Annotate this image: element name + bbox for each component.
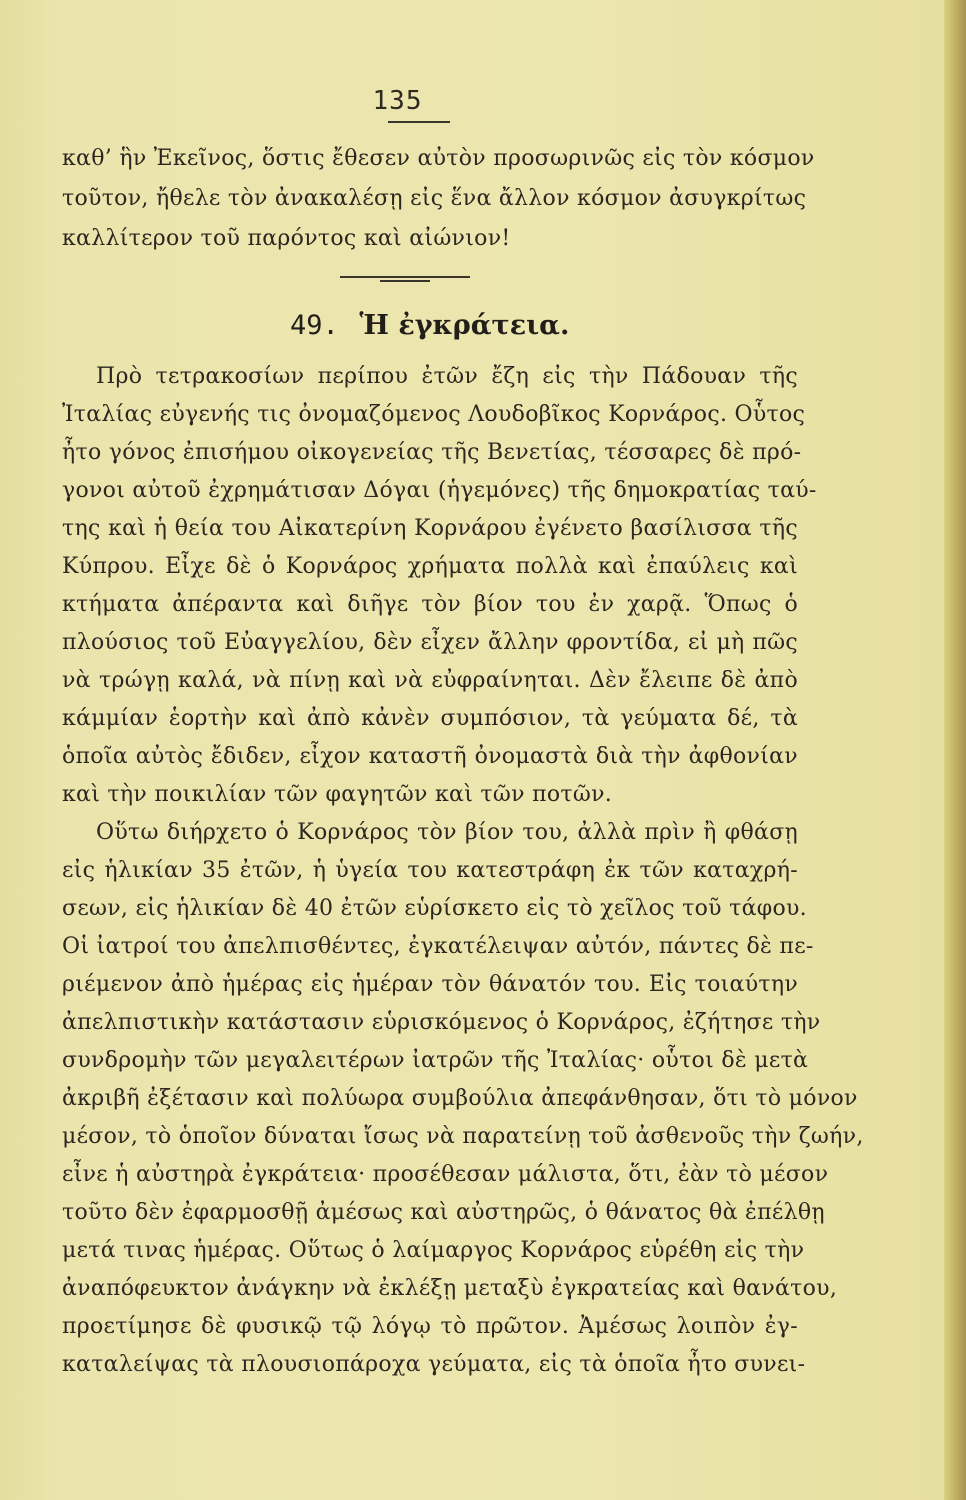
- body-line: ἀπελπιστικὴν κατάστασιν εὑρισκόμενος ὁ Κορνάρος, ἐζήτησε τὴν: [62, 1010, 821, 1035]
- body-line: καταλείψας τὰ πλουσιοπάροχα γεύματα, εἰς τὰ ὁποῖα ἦτο συνει-: [62, 1352, 806, 1377]
- body-line: ἀναπόφευκτον ἀνάγκην νὰ ἐκλέξῃ μεταξὺ ἐγκρατείας καὶ θανάτου,: [62, 1276, 838, 1301]
- body-line: Οὕτω διήρχετο ὁ Κορνάρος τὸν βίον του, ἀλλὰ πρὶν ἢ φθάσῃ: [96, 820, 798, 845]
- section-separator: [340, 276, 470, 282]
- section-heading: [290, 310, 590, 341]
- body-line: πλούσιος τοῦ Εὐαγγελίου, δὲν εἶχεν ἄλλην φροντίδα, εἰ μὴ πῶς: [62, 630, 798, 655]
- section-number: 49.: [290, 310, 339, 341]
- intro-line: καθ’ ἣν Ἐκεῖνος, ὅστις ἔθεσεν αὐτὸν προσωρινῶς εἰς τὸν κόσμον: [62, 146, 815, 171]
- body-line: καὶ τὴν ποικιλίαν τῶν φαγητῶν καὶ τῶν ποτῶν.: [62, 782, 613, 807]
- page-number-underline: [388, 121, 450, 123]
- intro-line: τοῦτον, ἤθελε τὸν ἀνακαλέσῃ εἰς ἕνα ἄλλον κόσμον ἀσυγκρίτως: [62, 186, 807, 211]
- body-line: συνδρομὴν τῶν μεγαλειτέρων ἰατρῶν τῆς Ἰταλίας· οὗτοι δὲ μετὰ: [62, 1048, 809, 1073]
- body-line: εἶνε ἡ αὐστηρὰ ἐγκράτεια· προσέθεσαν μάλιστα, ὅτι, ἐὰν τὸ μέσον: [62, 1162, 829, 1187]
- body-line: μετά τινας ἡμέρας. Οὕτως ὁ λαίμαργος Κορνάρος εὑρέθη εἰς τὴν: [62, 1238, 805, 1263]
- body-line: κάμμίαν ἑορτὴν καὶ ἀπὸ κἀνὲν συμπόσιον, τὰ γεύματα δέ, τὰ: [62, 706, 798, 731]
- section-title: Ἡ ἐγκράτεια.: [359, 310, 570, 341]
- body-line: ριέμενον ἀπὸ ἡμέρας εἰς ἡμέραν τὸν θάνατόν του. Εἰς τοιαύτην: [62, 972, 798, 997]
- body-line: εἰς ἡλικίαν 35 ἐτῶν, ἡ ὑγεία του κατεστράφη ἐκ τῶν καταχρή-: [62, 858, 798, 883]
- body-line: τοῦτο δὲν ἐφαρμοσθῇ ἀμέσως καὶ αὐστηρῶς, ὁ θάνατος θὰ ἐπέλθῃ: [62, 1200, 825, 1225]
- body-line: Οἱ ἰατροί του ἀπελπισθέντες, ἐγκατέλειψαν αὐτόν, πάντες δὲ πε-: [62, 934, 814, 959]
- body-line: Ἰταλίας εὐγενής τις ὀνομαζόμενος Λουδοβῖκος Κορνάρος. Οὗτος: [62, 402, 806, 427]
- body-line: μέσον, τὸ ὁποῖον δύναται ἴσως νὰ παρατείνῃ τοῦ ἀσθενοῦς τὴν ζωήν,: [62, 1124, 864, 1149]
- body-line: νὰ τρώγῃ καλά, νὰ πίνῃ καὶ νὰ εὐφραίνηται. Δὲν ἔλειπε δὲ ἀπὸ: [62, 668, 798, 693]
- body-line: ἀκριβῆ ἐξέτασιν καὶ πολύωρα συμβούλια ἀπεφάνθησαν, ὅτι τὸ μόνον: [62, 1086, 858, 1111]
- body-line: Πρὸ τετρακοσίων περίπου ἐτῶν ἔζη εἰς τὴν Πάδουαν τῆς: [96, 364, 798, 389]
- body-line: της καὶ ἡ θεία του Αἰκατερίνη Κορνάρου ἐγένετο βασίλισσα τῆς: [62, 516, 798, 541]
- body-line: Κύπρου. Εἶχε δὲ ὁ Κορνάρος χρήματα πολλὰ καὶ ἐπαύλεις καὶ: [62, 554, 798, 579]
- page-number: 135: [372, 86, 423, 116]
- body-line: ἦτο γόνος ἐπισήμου οἰκογενείας τῆς Βενετίας, τέσσαρες δὲ πρό-: [62, 440, 802, 465]
- body-line: ὁποῖα αὐτὸς ἔδιδεν, εἶχον καταστῆ ὀνομαστὰ διὰ τὴν ἀφθονίαν: [62, 744, 798, 769]
- page-edge-shadow: [944, 0, 966, 1500]
- body-line: κτήματα ἀπέραντα καὶ διῆγε τὸν βίον του ἐν χαρᾷ. Ὅπως ὁ: [62, 592, 798, 617]
- body-line: προετίμησε δὲ φυσικῷ τῷ λόγῳ τὸ πρῶτον. Ἀμέσως λοιπὸν ἐγ-: [62, 1314, 798, 1339]
- intro-line: καλλίτερον τοῦ παρόντος καὶ αἰώνιον!: [62, 226, 511, 251]
- body-line: σεων, εἰς ἡλικίαν δὲ 40 ἐτῶν εὑρίσκετο εἰς τὸ χεῖλος τοῦ τάφου.: [62, 896, 807, 921]
- body-line: γονοι αὐτοῦ ἐχρημάτισαν Δόγαι (ἡγεμόνες) τῆς δημοκρατίας ταύ-: [62, 478, 817, 503]
